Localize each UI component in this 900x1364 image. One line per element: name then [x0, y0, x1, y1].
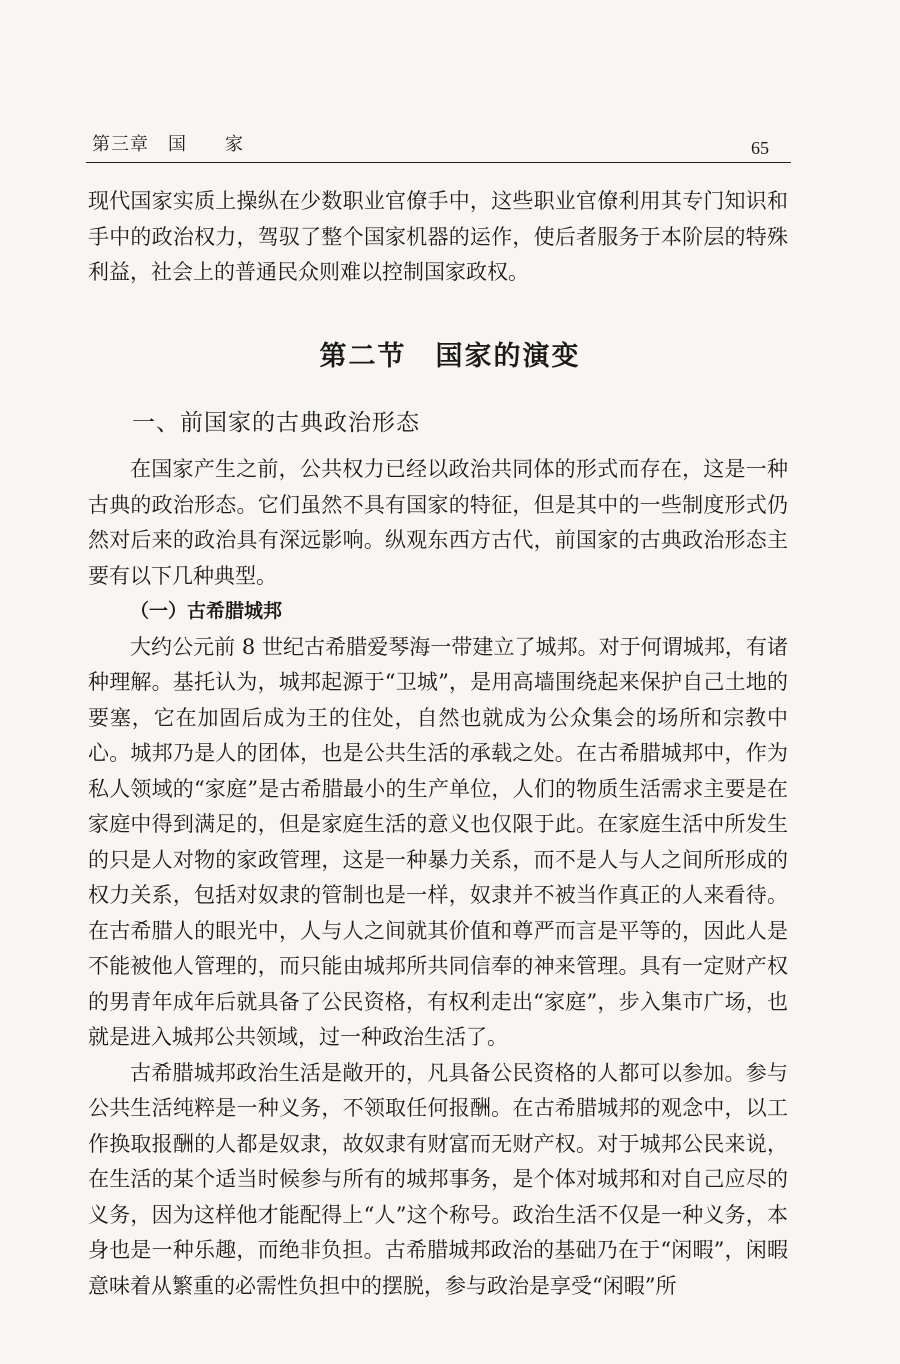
paragraph-3: 古希腊城邦政治生活是敞开的，凡具备公民资格的人都可以参加。参与公共生活纯粹是一种义务，不领取任何报酬。在古希腊城邦的观念中，以工作换取报酬的人都是奴隶，故奴隶有财富而无财产权。对于城邦公民来说，在生活的某个适当时候参与所有的城邦事务，是个体对城邦和对自己应尽的义务，因为这样他才能配得上“人”这个称号。政治生活不仅是一种义务，本身也是一种乐趣，而绝非负担。古希腊城邦政治的基础乃在于“闲暇”，闲暇意味着从繁重的必需性负担中的摆脱，参与政治是享受“闲暇”所 [88, 1060, 788, 1298]
chapter-label: 第三章 国 家 [92, 134, 244, 155]
main-text-block [88, 452, 788, 1304]
subsection-title: 一、前国家的古典政治形态 [132, 410, 420, 436]
section-title: 第二节 国家的演变 [319, 341, 581, 372]
running-head [86, 128, 791, 168]
paragraph-1: 在国家产生之前，公共权力已经以政治共同体的形式而存在，这是一种古典的政治形态。它们虽然不具有国家的特征，但是其中的一些制度形式仍然对后来的政治具有深远影响。纵观东西方古代，前国家的古典政治形态主要有以下几种典型。 [88, 457, 788, 588]
paragraph-2: 大约公元前 8 世纪古希腊爱琴海一带建立了城邦。对于何谓城邦，有诸种理解。基托认为，城邦起源于“卫城”，是用高墙围绕起来保护自己土地的要塞，它在加固后成为王的住处，自然也就成为公众集会的场所和宗教中心。城邦乃是人的团体，也是公共生活的承载之处。在古希腊城邦中，作为私人领域的“家庭”是古希腊最小的生产单位，人们的物质生活需求主要是在家庭中得到满足的，但是家庭生活的意义也仅限于此。在家庭生活中所发生的只是人对物的家政管理，这是一种暴力关系，而不是人与人之间所形成的权力关系，包括对奴隶的管制也是一样，奴隶并不被当作真正的人来看待。在古希腊人的眼光中，人与人之间就其价值和尊严而言是平等的，因此人是不能被他人管理的，而只能由城邦所共同信奉的神来管理。具有一定财产权的男青年成年后就具备了公民资格，有权利走出“家庭”，步入集市广场，也就是进入城邦公共领域，过一种政治生活了。 [88, 634, 788, 1049]
page-number: 65 [751, 138, 769, 158]
intro-block [88, 184, 788, 291]
sub-heading-ancient-greek-city-state: （一）古希腊城邦 [130, 600, 283, 622]
intro-paragraph: 现代国家实质上操纵在少数职业官僚手中，这些职业官僚利用其专门知识和手中的政治权力，驾驭了整个国家机器的运作，使后者服务于本阶层的特殊利益，社会上的普通民众则难以控制国家政权。 [88, 189, 788, 284]
header-rule [86, 162, 791, 163]
